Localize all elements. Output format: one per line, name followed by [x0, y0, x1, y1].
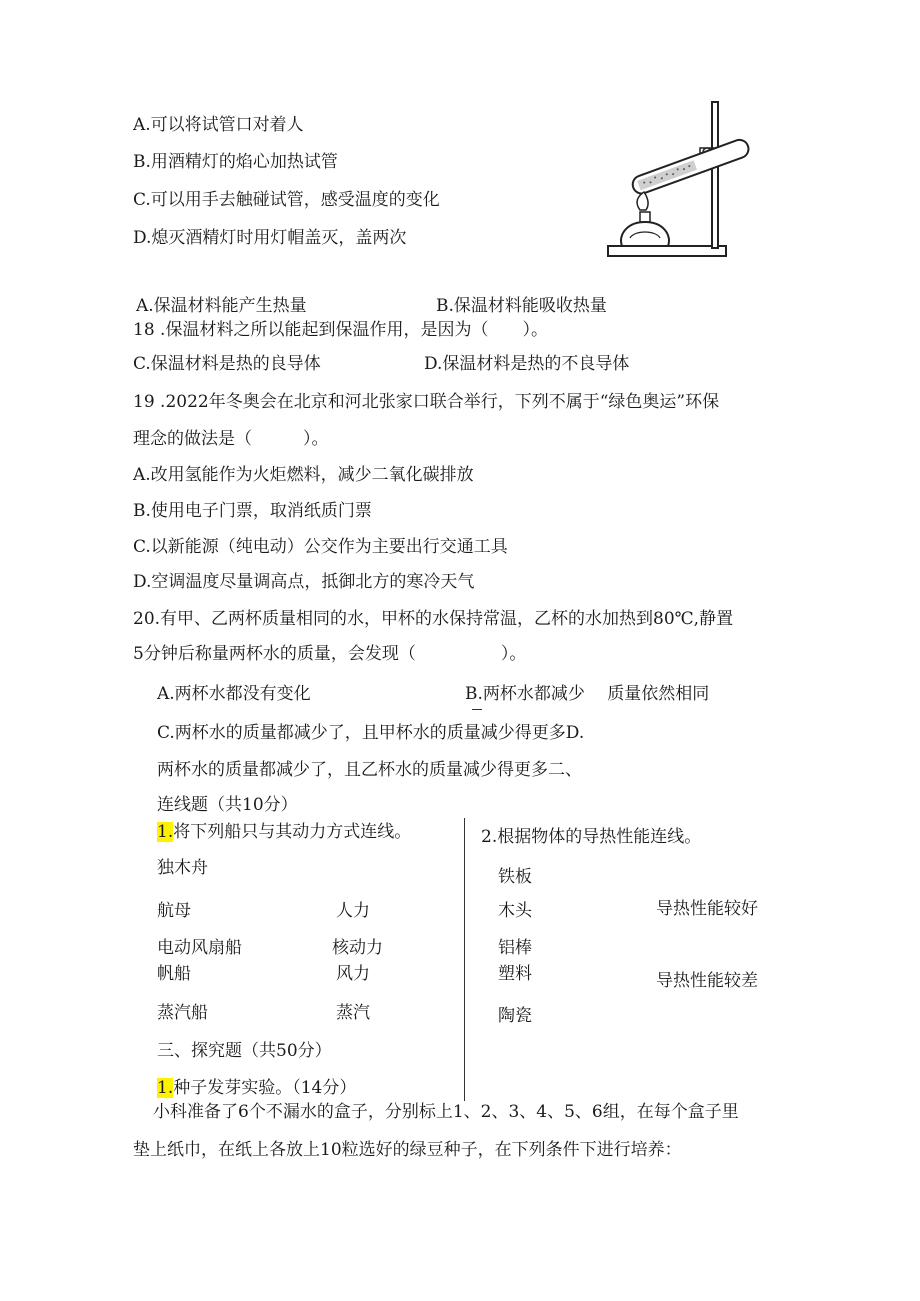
section3-part1-number: 1.: [157, 1078, 174, 1098]
object-wood: 木头: [498, 901, 532, 921]
q20-stem-line1: 20.有甲、乙两杯质量相同的水，甲杯的水保持常温，乙杯的水加热到80℃,静置: [133, 609, 734, 629]
section3-part1-line1: 小科准备了6个不漏水的盒子，分别标上1、2、3、4、5、6组，在每个盒子里: [153, 1102, 739, 1122]
object-aluminum-rod: 铝棒: [498, 938, 532, 958]
ship-sailboat: 帆船: [157, 964, 191, 984]
q19-stem-line1: 19 .2022年冬奥会在北京和河北张家口联合举行，下列不属于“绿色奥运”环保: [133, 392, 720, 412]
q17-option-d: D.熄灭酒精灯时用灯帽盖灭，盖两次: [133, 228, 407, 248]
conductivity-good: 导热性能较好: [656, 899, 758, 919]
ship-steamboat: 蒸汽船: [157, 1003, 208, 1023]
section2-part1-number: 1.: [157, 822, 174, 842]
object-ceramic: 陶瓷: [498, 1006, 532, 1026]
line-fragment: [472, 709, 482, 710]
section3-part1-title: [157, 1078, 356, 1098]
q19-option-d: D.空调温度尽量调高点，抵御北方的寒冷天气: [133, 572, 475, 592]
object-iron-plate: 铁板: [498, 867, 532, 887]
section2-part1-text: 将下列船只与其动力方式连线。: [173, 822, 412, 842]
q18-option-c: C.保温材料是热的良导体: [133, 354, 321, 374]
q19-option-b: B.使用电子门票，取消纸质门票: [133, 501, 372, 521]
q20-option-a: A.两杯水都没有变化: [157, 684, 311, 704]
q19-option-c: C.以新能源（纯电动）公交作为主要出行交通工具: [133, 537, 508, 557]
ship-electric-fan-boat: 电动风扇船: [157, 938, 242, 958]
test-tube-heating-apparatus-image: [600, 98, 770, 268]
ship-dugout-canoe: 独木舟: [157, 858, 208, 878]
conductivity-poor: 导热性能较差: [656, 971, 758, 991]
q19-stem-line2: 理念的做法是（ ）。: [133, 429, 329, 449]
power-nuclear: 核动力: [332, 938, 383, 958]
q18-option-a: A.保温材料能产生热量: [136, 296, 307, 316]
section2-part2-title: 2.根据物体的导热性能连线。: [481, 827, 702, 847]
power-human: 人力: [336, 901, 370, 921]
q20-stem-line2: 5分钟后称量两杯水的质量，会发现（ ）。: [133, 644, 527, 664]
ship-aircraft-carrier: 航母: [157, 901, 191, 921]
q17-option-a: A.可以将试管口对着人: [133, 115, 304, 135]
power-steam: 蒸汽: [336, 1003, 370, 1023]
q20-option-b: B.两杯水都减少 质量依然相同: [465, 684, 710, 704]
q19-option-a: A.改用氢能作为火炬燃料，减少二氧化碳排放: [133, 465, 474, 485]
object-plastic: 塑料: [498, 964, 532, 984]
q18-option-d: D.保温材料是热的不良导体: [424, 354, 630, 374]
q20-option-d-continued: 两杯水的质量都减少了，且乙杯水的质量减少得更多二、: [157, 760, 582, 780]
section2-part1-title: [157, 822, 411, 842]
q17-option-c: C.可以用手去触碰试管，感受温度的变化: [133, 190, 440, 210]
q18-stem: 18 .保温材料之所以能起到保温作用，是因为（ ）。: [133, 320, 548, 340]
power-wind: 风力: [336, 964, 370, 984]
column-divider: [464, 818, 465, 1101]
q18-option-b: B.保温材料能吸收热量: [436, 296, 607, 316]
q20-option-c: C.两杯水的质量都减少了，且甲杯水的质量减少得更多D.: [157, 723, 585, 743]
section2-title: 连线题（共10分）: [157, 795, 298, 815]
section3-part1-text: 种子发芽实验。（14分）: [173, 1078, 357, 1098]
section3-title: 三、探究题（共50分）: [157, 1041, 332, 1061]
section3-part1-line2: 垫上纸巾，在纸上各放上10粒选好的绿豆种子，在下列条件下进行培养：: [133, 1140, 682, 1160]
q17-option-b: B.用酒精灯的焰心加热试管: [133, 152, 338, 172]
